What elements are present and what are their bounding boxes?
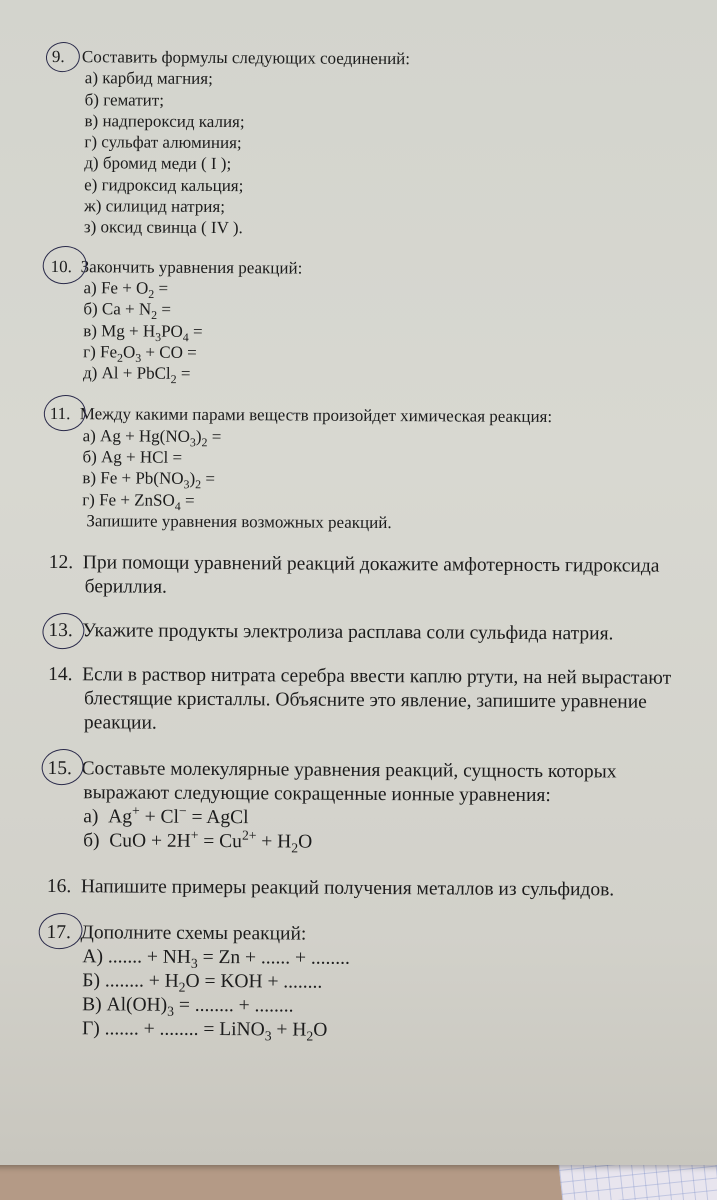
task-item: А) ....... + $NH_3 = Zn$ + ...... + ........ <box>82 946 350 972</box>
task-title: Дополните схемы реакций: <box>80 922 307 945</box>
task-title: Напишите примеры реакций получения металлов из сульфидов. <box>80 876 615 901</box>
task-item: д) бромид меди ( I ); <box>84 153 232 174</box>
task-17 <box>46 921 697 1045</box>
task-title: Составьте молекулярные уравнения реакций, сущность которых <box>81 758 617 783</box>
worksheet-content <box>46 46 702 1045</box>
task-item: Г) ....... + ........ = LiNO$_3$ + $H_2O$ <box>81 1018 328 1044</box>
task-number: 13. <box>48 620 73 642</box>
task-item: г) Fe + ZnSO$_4$ = <box>82 489 195 513</box>
task-number: 9. <box>51 46 65 67</box>
task-item: Б) ........ + $H_2O$ = KOH + ........ <box>82 970 323 995</box>
task-number: 17. <box>46 922 72 944</box>
task-14 <box>48 663 698 739</box>
task-title-continuation: бериллия. <box>84 576 168 598</box>
task-title-continuation: выражают следующие сокращенные ионные уравнения: <box>83 782 551 807</box>
task-item: а) карбид магния; <box>84 68 213 89</box>
task-title: Укажите продукты электролиза расплава соли сульфида натрия. <box>82 620 614 645</box>
task-number: 11. <box>49 404 71 424</box>
task-item: е) гидроксид кальция; <box>84 174 244 195</box>
task-item: в) $Mg + H_3PO_4$ = <box>83 320 203 344</box>
task-item: В) $Al(OH)_3$ = ........ + ........ <box>82 994 294 1019</box>
task-number: 15. <box>47 758 73 780</box>
task-item: б) Ag + HCl = <box>82 447 183 467</box>
task-title-continuation: блестящие кристаллы. Объясните это явление, запишите уравнение <box>83 688 647 713</box>
task-item: б) $Ca + N_2$ = <box>83 299 172 323</box>
task-title: Закончить уравнения реакций: <box>80 256 303 278</box>
task-title: Составить формулы следующих соединений: <box>81 47 411 69</box>
task-instruction: Запишите уравнения возможных реакций. <box>82 511 392 533</box>
task-title: Если в раствор нитрата серебра ввести каплю ртути, на ней вырастают <box>82 664 672 690</box>
task-item: д) Al + PbCl$_2$ = <box>82 363 191 387</box>
task-title-continuation: реакции. <box>83 712 157 734</box>
task-item: в) $Fe + Pb(NO_3)_2$ = <box>82 468 216 492</box>
task-item: а) $Ag + Hg(NO_3)_2$ = <box>82 425 222 450</box>
task-item: ж) силицид натрия; <box>83 196 226 217</box>
task-item: а) Ag+ + Cl− = AgCl <box>83 803 249 829</box>
task-12 <box>49 551 699 603</box>
task-13 <box>48 619 698 647</box>
task-15 <box>47 757 698 857</box>
task-item: в) надпероксид калия; <box>84 111 245 132</box>
task-title: Между какими парами веществ произойдет химическая реакция: <box>79 404 553 427</box>
task-16 <box>47 875 697 903</box>
task-item: г) сульфат алюминия; <box>84 132 242 153</box>
task-item: б) CuO + $2H^+ = Cu^{2+} + H_2O$ <box>83 827 313 856</box>
task-number: 16. <box>46 876 72 898</box>
task-number: 10. <box>50 256 72 276</box>
task-item: а) $Fe + O_2$ = <box>83 278 169 301</box>
task-item: б) гематит; <box>84 89 165 110</box>
task-item: з) оксид свинца ( IV ). <box>83 217 243 238</box>
task-number: 14. <box>48 664 73 686</box>
task-title: При помощи уравнений реакций докажите амфотерность гидроксида <box>82 552 660 577</box>
task-9 <box>51 46 702 242</box>
task-10 <box>50 256 701 388</box>
task-11 <box>49 403 700 535</box>
task-item: г) $Fe_2O_3$ + CO = <box>83 342 197 365</box>
task-number: 12. <box>48 552 74 574</box>
